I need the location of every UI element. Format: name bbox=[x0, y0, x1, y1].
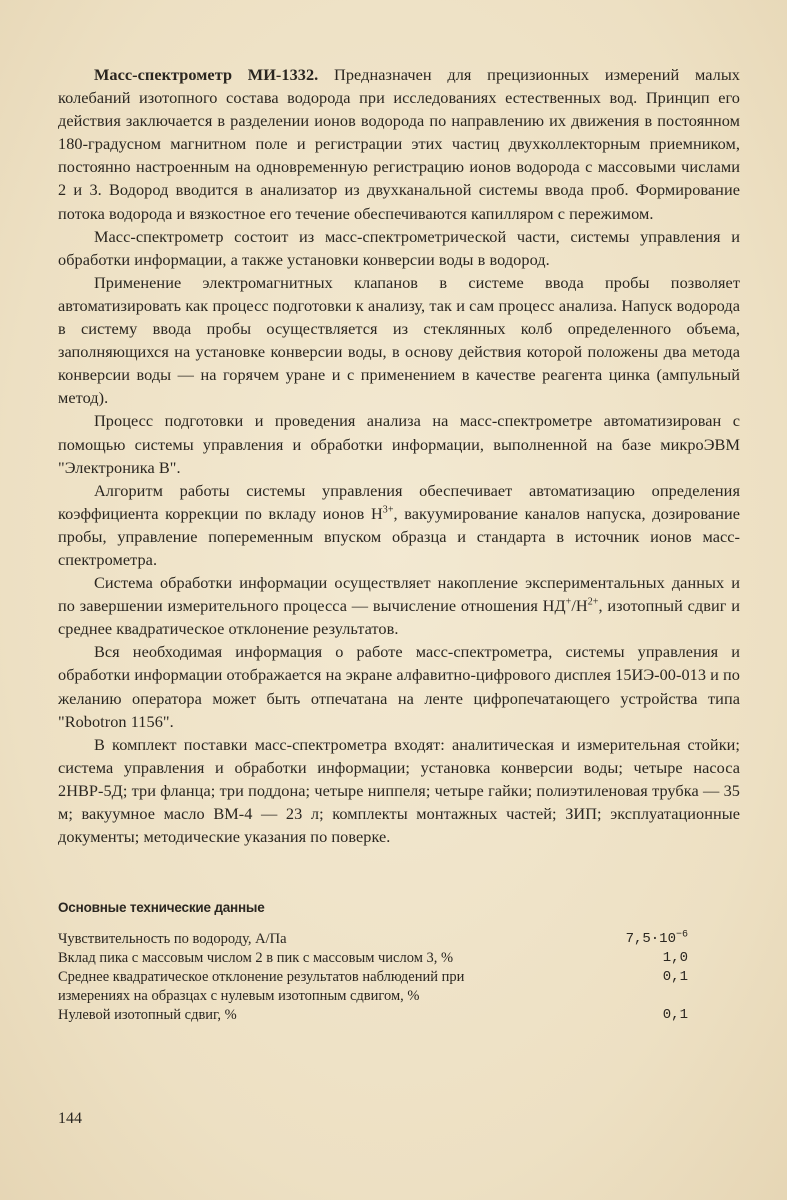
spec-value: 0,1 bbox=[662, 1007, 688, 1023]
spec-label: Среднее квадратическое отклонение результатов наблюдений при измерениях на образцах с нулевым изотопным сдвигом, % bbox=[58, 969, 465, 1004]
spec-value bbox=[578, 930, 688, 949]
paragraph-text: , изотопный сдвиг и среднее квадратическое отклонение результатов. bbox=[58, 596, 740, 639]
paragraph-delivery-set bbox=[58, 733, 740, 848]
paragraph-text: Вся необходимая информация о работе масс-спектрометра, системы управления и обработки информации отображается на экране алфавитно-цифрового дисплея 15ИЭ-00-013 и по желанию оператора может быть отпечатана на ленте цифропечатающего устройства типа "Robotron 1156". bbox=[58, 642, 740, 731]
superscript: + bbox=[565, 596, 572, 608]
spec-value: 1,0 bbox=[662, 950, 688, 966]
spec-label: Вклад пика с массовым числом 2 в пик с массовым числом 3, % bbox=[58, 950, 454, 966]
paragraph-text: Процесс подготовки и проведения анализа на масс-спектрометре автоматизирован с помощью системы управления и обработки информации, выполненной на базе микроЭВМ "Электроника В". bbox=[58, 411, 740, 477]
paragraph-text: Масс-спектрометр состоит из масс-спектрометрической части, системы управления и обработки информации, а также установки конверсии воды в водород. bbox=[58, 226, 740, 269]
device-title: Масс-спектрометр МИ-1332. bbox=[94, 65, 319, 84]
spec-row bbox=[58, 968, 688, 1006]
specs-table bbox=[58, 930, 688, 1025]
paragraph-text: Применение электромагнитных клапанов в системе ввода пробы позволяет автоматизировать как процесс подготовки к анализу, так и сам процесс анализа. Напуск водорода в систему ввода пробы осуществляется из стеклянных колб определенного объема, заполняющихся на установке конверсии воды, в основу действия которой положены два метода конверсии воды — на горячем уране и с применением в качестве реагента цинка (ампульный метод). bbox=[58, 272, 740, 408]
paragraph-text: /Н bbox=[571, 596, 588, 616]
spec-row bbox=[58, 949, 688, 968]
spec-label: Чувствительность по водороду, А/Па bbox=[58, 931, 287, 947]
spec-value: 0,1 bbox=[662, 969, 688, 985]
spec-row bbox=[58, 930, 688, 949]
spec-value-exponent: −6 bbox=[675, 929, 688, 941]
spec-value-text: 7,5·10 bbox=[625, 931, 676, 947]
paragraph-display bbox=[58, 640, 740, 732]
spec-label: Нулевой изотопный сдвиг, % bbox=[58, 1007, 237, 1023]
paragraph-text: Система обработки информации осуществляет накопление экспериментальных данных и по завершении измерительного процесса — вычисление отношения НД bbox=[58, 573, 740, 616]
body-text bbox=[58, 63, 740, 848]
paragraph-composition bbox=[58, 225, 740, 271]
specs-heading: Основные технические данные bbox=[58, 900, 265, 915]
paragraph-valves bbox=[58, 271, 740, 410]
paragraph-processing bbox=[58, 571, 740, 640]
paragraph-automation bbox=[58, 409, 740, 478]
spec-row bbox=[58, 1006, 688, 1025]
paragraph-text: , вакуумирование каналов напуска, дозирование пробы, управление попеременным впуском образца и стандарта в источник ионов масс-спектрометра. bbox=[58, 503, 741, 569]
page-number: 144 bbox=[58, 1110, 82, 1127]
paragraph-algorithm bbox=[58, 479, 740, 571]
paragraph-intro bbox=[58, 63, 740, 225]
superscript: 2+ bbox=[587, 596, 599, 608]
paragraph-text: Предназначен для прецизионных измерений малых колебаний изотопного состава водорода при исследованиях естественных вод. Принцип его действия заключается в разделении ионов водорода по направлению их движения в постоянном 180-градусном магнитном поле и регистрации этих частиц двухколлекторным приемником, постоянно настроенным на одновременную регистрацию ионов водорода с массовыми числами 2 и 3. Водород вводится в анализатор из двухканальной системы ввода проб. Формирование потока водорода и вязкостное его течение обеспечиваются капилляром с пережимом. bbox=[58, 65, 741, 223]
paragraph-text: В комплект поставки масс-спектрометра входят: аналитическая и измерительная стойки; система управления и обработки информации; установка конверсии воды; четыре насоса 2НВР-5Д; три фланца; три поддона; четыре ниппеля; четыре гайки; полиэтиленовая трубка — 35 м; вакуумное масло ВМ-4 — 23 л; комплекты монтажных частей; ЗИП; эксплуатационные документы; методические указания по поверке. bbox=[58, 734, 740, 847]
paragraph-text: Алгоритм работы системы управления обеспечивает автоматизацию определения коэффициента коррекции по вкладу ионов Н bbox=[58, 480, 740, 523]
superscript: 3+ bbox=[382, 504, 394, 516]
